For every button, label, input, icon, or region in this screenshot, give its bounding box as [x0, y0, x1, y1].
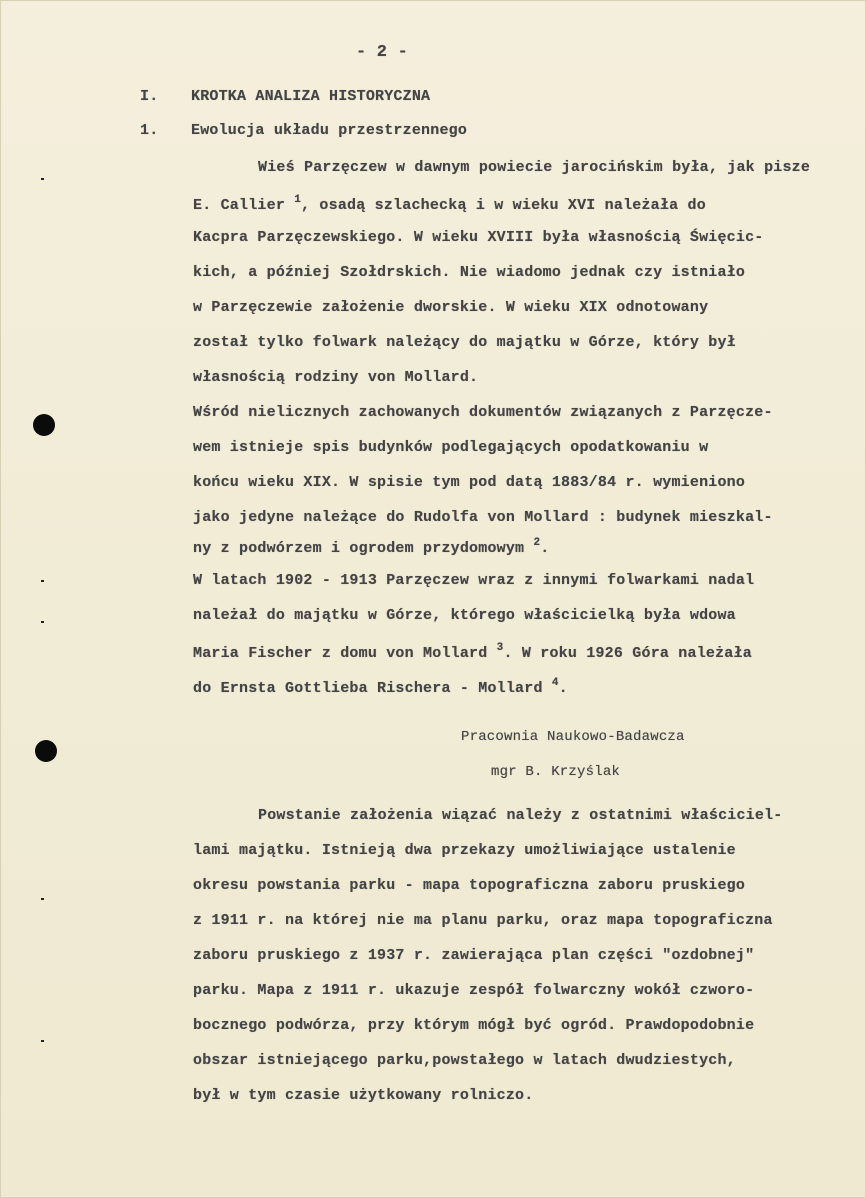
paragraph-line: należał do majątku w Górze, którego właścicielką była wdowa	[193, 607, 736, 624]
paragraph-line: bocznego podwórza, przy którym mógł być ogród. Prawdopodobnie	[193, 1017, 755, 1034]
paragraph-line: Kacpra Parzęczewskiego. W wieku XVIII była własnością Święcic-	[193, 229, 764, 246]
section-number: I.	[140, 88, 159, 105]
paragraph-line: Wieś Parzęczew w dawnym powiecie jarocińskim była, jak pisze	[258, 159, 811, 176]
text-run: ny z podwórzem i ogrodem przydomowym	[193, 540, 534, 557]
paragraph-line: do Ernsta Gottlieba Rischera - Mollard $^4$.	[193, 677, 568, 697]
punch-hole-bottom	[35, 740, 57, 762]
punch-hole-top	[33, 414, 55, 436]
signature-org: Pracownia Naukowo-Badawcza	[461, 729, 685, 745]
margin-mark	[41, 178, 44, 180]
page-number: - 2 -	[356, 43, 409, 62]
subsection-title: Ewolucja układu przestrzennego	[191, 122, 468, 139]
text-run: E. Callier	[193, 197, 295, 214]
signature-author: mgr B. Krzyślak	[491, 764, 621, 780]
paragraph-line: w Parzęczewie założenie dworskie. W wieku XIX odnotowany	[193, 299, 709, 316]
paragraph-line	[193, 194, 706, 214]
paragraph-line: końcu wieku XIX. W spisie tym pod datą 1883/84 r. wymieniono	[193, 474, 746, 491]
paragraph-line: Wśród nielicznych zachowanych dokumentów związanych z Parzęcze-	[193, 404, 773, 421]
paragraph-line: ny z podwórzem i ogrodem przydomowym $^2$.	[193, 537, 550, 557]
paragraph-line: lami majątku. Istnieją dwa przekazy umożliwiające ustalenie	[193, 842, 736, 859]
text-run: Maria Fischer z domu von Mollard	[193, 645, 497, 662]
paragraph-line: W latach 1902 - 1913 Parzęczew wraz z innymi folwarkami nadal	[193, 572, 755, 589]
paragraph-line: obszar istniejącego parku,powstałego w latach dwudziestych,	[193, 1052, 736, 1069]
paragraph-line: został tylko folwark należący do majątku w Górze, który był	[193, 334, 736, 351]
footnote-ref: 4	[551, 677, 559, 689]
paragraph-line: z 1911 r. na której nie ma planu parku, oraz mapa topograficzna	[193, 912, 773, 929]
paragraph-line: okresu powstania parku - mapa topograficzna zaboru pruskiego	[193, 877, 746, 894]
margin-mark	[41, 1040, 44, 1042]
footnote-ref: 2	[533, 537, 541, 549]
text-run: do Ernsta Gottlieba Rischera - Mollard	[193, 680, 552, 697]
footnote-ref: 3	[496, 642, 504, 654]
subsection-number: 1.	[140, 122, 159, 139]
text-run: . W roku 1926 Góra należała	[503, 645, 752, 662]
margin-mark	[41, 898, 44, 900]
paragraph-line: Powstanie założenia wiązać należy z ostatnimi właściciel-	[258, 807, 783, 824]
paragraph-line: jako jedyne należące do Rudolfa von Mollard : budynek mieszkal-	[193, 509, 773, 526]
footnote-ref: 1	[294, 194, 302, 206]
section-title: KROTKA ANALIZA HISTORYCZNA	[191, 88, 431, 105]
paragraph-line: własnością rodziny von Mollard.	[193, 369, 479, 386]
paragraph-line: parku. Mapa z 1911 r. ukazuje zespół folwarczny wokół czworo-	[193, 982, 755, 999]
paragraph-line: zaboru pruskiego z 1937 r. zawierająca plan części "ozdobnej"	[193, 947, 755, 964]
margin-mark	[41, 621, 44, 623]
paragraph-line: był w tym czasie użytkowany rolniczo.	[193, 1087, 534, 1104]
paragraph-line: wem istnieje spis budynków podlegających opodatkowaniu w	[193, 439, 709, 456]
margin-mark	[41, 580, 44, 582]
paragraph-line	[193, 642, 752, 662]
paragraph-line: kich, a później Szołdrskich. Nie wiadomo jednak czy istniało	[193, 264, 746, 281]
text-run: , osadą szlachecką i w wieku XVI należała do	[301, 197, 706, 214]
